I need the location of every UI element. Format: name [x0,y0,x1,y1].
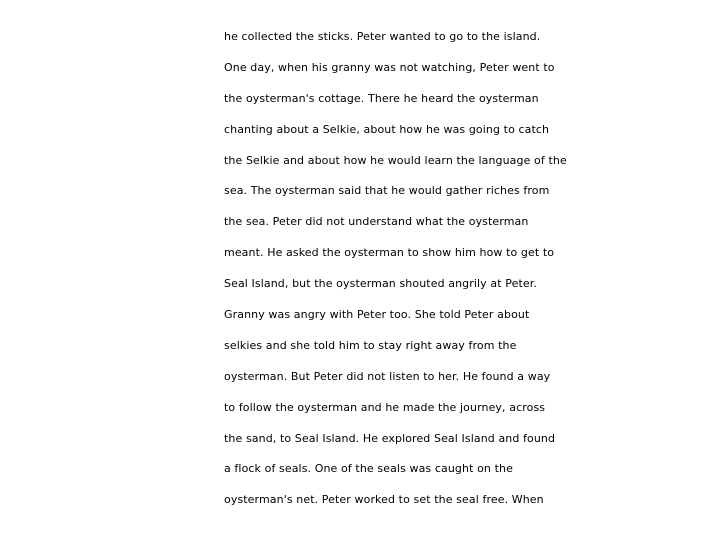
story-text [224,28,567,522]
text-line: to follow the oysterman and he made the journey, across [224,400,546,414]
text-line: Seal Island, but the oysterman shouted angrily at Peter. [224,277,537,291]
text-line: chanting about a Selkie, about how he was going to catch [224,122,550,136]
text-line: oysterman's net. Peter worked to set the seal free. When [224,493,544,507]
text-line: sea. The oysterman said that he would gather riches from [224,184,550,198]
text-line: the sea. Peter did not understand what the oysterman [224,215,529,229]
text-line: the sand, to Seal Island. He explored Seal Island and found [224,431,556,445]
text-line: the oysterman's cottage. There he heard the oysterman [224,91,539,105]
text-line: meant. He asked the oysterman to show him how to get to [224,246,555,260]
text-line: One day, when his granny was not watching, Peter went to [224,60,555,74]
text-line: a flock of seals. One of the seals was caught on the [224,462,513,476]
text-line: oysterman. But Peter did not listen to her. He found a way [224,369,551,383]
text-line: he collected the sticks. Peter wanted to go to the island. [224,30,541,43]
text-line: Granny was angry with Peter too. She told Peter about [224,308,530,322]
text-line: the Selkie and about how he would learn the language of the [224,153,567,167]
text-line: selkies and she told him to stay right away from the [224,338,517,352]
